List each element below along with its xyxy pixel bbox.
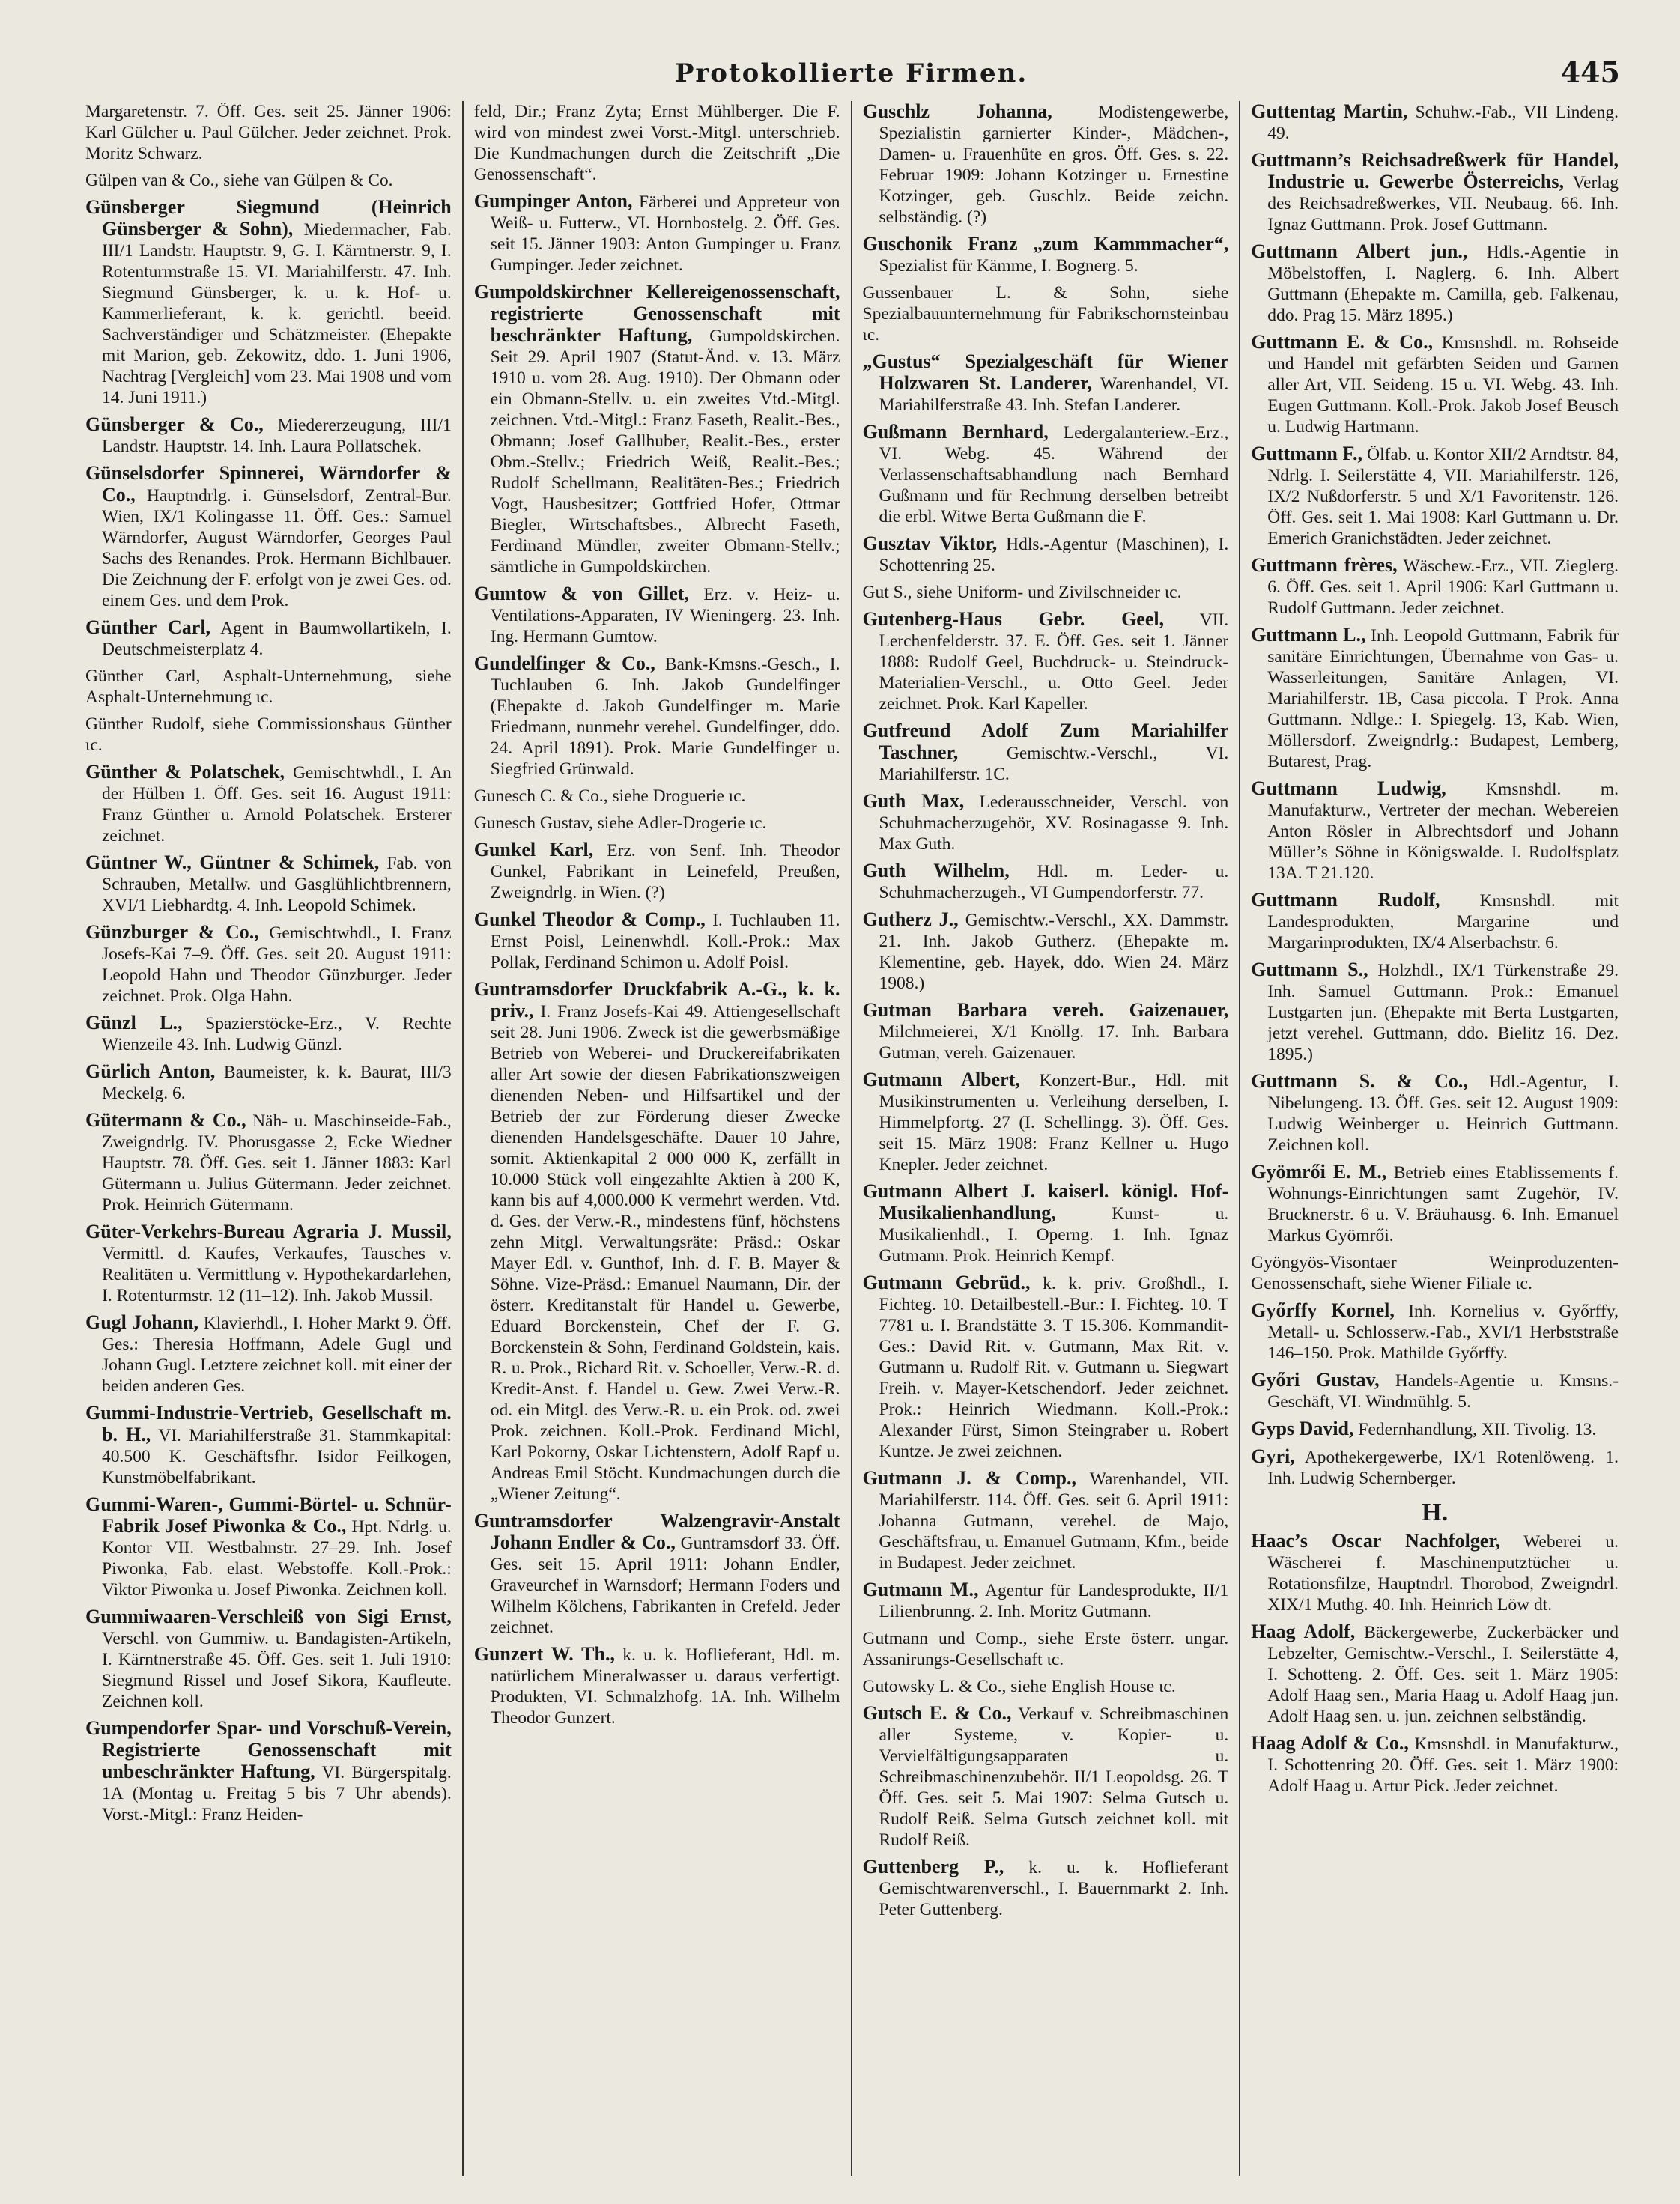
entry-text: Hdls.-Agentur (Maschinen), I. Schottenring 25. — [879, 535, 1229, 575]
firm-name: Guttenberg P., — [862, 1856, 1004, 1877]
directory-entry — [85, 714, 452, 756]
firm-name: Guttmann L., — [1251, 624, 1366, 646]
entry-text: Holzhdl., IX/1 Türkenstraße 29. Inh. Samuel Guttmann. Prok.: Emanuel Lustgarten jun. (Ehepakte mit Berta Lustgarten, jetzt verehel. Guttmann, ddo. Bielitz 16. Dez. 1895.) — [1267, 961, 1619, 1064]
directory-entry — [474, 583, 840, 647]
entry-text: Hpt. Ndrlg. u. Kontor VII. Westbahnstr. 27–29. Inh. Josef Piwonka, Fab. elast. Webstoffe. Koll.-Prok.: Viktor Piwonka u. Josef Piwonka. Zeichnen koll. — [102, 1517, 452, 1600]
firm-name: Guth Max, — [862, 790, 965, 812]
entry-text: Günther Rudolf, siehe Commissionshaus Günther ɩc. — [85, 714, 452, 755]
directory-entry — [863, 1468, 1229, 1573]
firm-name: Gyömrői E. M., — [1251, 1161, 1387, 1183]
entry-text: Ölfab. u. Kontor XII/2 Arndtstr. 84, Ndrlg. I. Seilerstätte 4, VII. Mariahilferstr. 126, IX/2 Nußdorferstr. 5 und X/1 Favoritenstr. 126. Öff. Ges. seit 1. Mai 1908: Karl Guttmann u. Dr. Emerich Granichstädten. Jeder zeichnet. — [1267, 445, 1619, 548]
directory-entry — [85, 852, 452, 916]
firm-name: Guth Wilhelm, — [862, 860, 1010, 881]
directory-entry — [1251, 959, 1619, 1065]
directory-entry — [1251, 1252, 1619, 1294]
page-header — [82, 52, 1620, 97]
directory-entry — [474, 1644, 840, 1728]
directory-entry — [85, 1718, 452, 1825]
entry-text: Hauptndrlg. i. Günselsdorf, Zentral-Bur. Wien, IX/1 Kolingasse 11. Öff. Ges.: Samuel Wärndorfer, August Wärndorfer, Georges Paul Sachs des Renandes. Prok. Hermann Bichlbauer. Die Zeichnung der F. erfolgt von je zwei Ges. od. einem Ges. und dem Prok. — [102, 486, 452, 610]
entry-text: Günther Carl, Asphalt-Unternehmung, siehe Asphalt-Unternehmung ɩc. — [85, 667, 452, 707]
directory-entry — [863, 909, 1229, 994]
firm-name: Gumpendorfer Spar- und Vorschuß-Verein, Registrierte Genossenschaft mit unbeschränkter Haftung, — [85, 1717, 452, 1782]
entry-text: Verkauf v. Schreibmaschinen aller Systeme, v. Kopier- u. Vervielfältigungsapparaten u. Schreibmaschinenzubehör. II/1 Leopoldsg. 26. T Öff. Ges. seit 5. Mai 1907: Selma Gutsch u. Rudolf Reiß. Selma Gutsch zeichnet koll. mit Rudolf Reiß. — [879, 1704, 1229, 1850]
entry-text: I. Tuchlauben 11. Ernst Poisl, Leinenwhdl. Koll.-Prok.: Max Pollak, Ferdinand Schimon u. Adolf Poisl. — [490, 911, 840, 972]
directory-entry — [863, 609, 1229, 714]
firm-name: Guttmann F., — [1251, 443, 1363, 464]
entry-text: Warenhandel, VI. Mariahilferstraße 43. Inh. Stefan Landerer. — [879, 374, 1229, 415]
entry-text: Agentur für Landesprodukte, II/1 Lilienbrunng. 2. Inh. Moritz Gutmann. — [879, 1581, 1229, 1621]
entry-text: Gemischtwhdl., I. Franz Josefs-Kai 7–9. Öff. Ges. seit 20. August 1911: Leopold Hahn und Theodor Günzburger. Jeder zeichnet. Prok. Olga Hahn. — [102, 923, 452, 1006]
directory-entry — [85, 170, 452, 191]
entry-text: Inh. Leopold Guttmann, Fabrik für sanitäre Einrichtungen, Übernahme von Gas- u. Wasserleitungen, Sanitäre Anlagen, VI. Mariahilferstr. 1B, Casa piccola. T Prok. Anna Guttmann. Ndlge.: I. Spiegelg. 13, Kab. Wien, Möllersdorf. Zweigndrlg.: Budapest, Lemberg, Butarest, Prag. — [1267, 626, 1619, 771]
directory-entry — [85, 463, 452, 611]
directory-entry — [474, 786, 840, 807]
directory-entry — [863, 1181, 1229, 1266]
entry-text: Miedererzeugung, III/1 Landstr. Hauptstr. 14. Inh. Laura Pollatschek. — [102, 416, 452, 456]
directory-entry — [863, 422, 1229, 527]
entry-text: Guntramsdorf 33. Öff. Ges. seit 15. April 1911: Johann Endler, Graveurchef in Warnsdorf; Hermann Foders und Wilhelm Kölchens, Fabrikanten in Crefeld. Jeder zeichnet. — [490, 1534, 840, 1637]
directory-entry — [1251, 555, 1619, 619]
firm-name: Guntramsdorfer Druckfabrik A.-G., k. k. priv., — [473, 978, 840, 1021]
firm-name: Gunkel Theodor & Comp., — [473, 908, 706, 930]
directory-entry — [863, 533, 1229, 576]
firm-name: Gummi-Waren-, Gummi-Börtel- u. Schnür-Fabrik Josef Piwonka & Co., — [85, 1493, 452, 1537]
directory-entry — [1251, 1162, 1619, 1246]
firm-name: Gunkel Karl, — [473, 839, 594, 860]
entry-text: Kmsnshdl. mit Landesprodukten, Margarine und Margarinprodukten, IX/4 Alserbachstr. 6. — [1267, 891, 1619, 953]
column-1 — [75, 101, 464, 2176]
firm-name: Gugl Johann, — [85, 1311, 199, 1333]
entry-text: k. u. k. Hoflieferant, Hdl. m. natürlichem Mineralwasser u. daraus verfertigt. Produkten, VI. Schmalzhofg. 1A. Inh. Wilhelm Theodor Gunzert. — [490, 1645, 840, 1728]
entry-text: Schuhw.-Fab., VII Lindeng. 49. — [1267, 103, 1619, 143]
entry-text: Vermittl. d. Kaufes, Verkaufes, Tausches v. Realitäten u. Vermittlung v. Hypothekardarlehen, I. Rotenturmstr. 12 (11–12). Inh. Jakob Mussil. — [102, 1244, 452, 1305]
entry-text: Agent in Baumwollartikeln, I. Deutschmeisterplatz 4. — [102, 619, 452, 659]
entry-text: Federnhandlung, XII. Tivolig. 13. — [1358, 1420, 1597, 1439]
entry-text: Hdl. m. Leder- u. Schuhmacherzugeh., VI Gumpendorferstr. 77. — [879, 862, 1229, 902]
directory-entry — [863, 351, 1229, 416]
entry-text: Bank-Kmsns.-Gesch., I. Tuchlauben 6. Inh. Jakob Gundelfinger (Ehepakte d. Jakob Gundelfinger m. Marie Friedmann, nunmehr verehel. Gundelfinger, ddo. 24. April 1891). Prok. Marie Gundelfinger u. Siegfried Grünwald. — [490, 655, 840, 779]
directory-entry — [474, 191, 840, 276]
entry-text: VI. Bürgerspitalg. 1A (Montag u. Freitag 5 bis 7 Uhr abends). Vorst.-Mitgl.: Franz Heiden- — [102, 1763, 452, 1824]
entry-text: Färberei und Appreteur von Weiß- u. Futterw., VI. Hornbostelg. 2. Öff. Ges. seit 15. Jänner 1903: Anton Gumpinger u. Franz Gumpinger. Jeder zeichnet. — [490, 192, 840, 275]
firm-name: Gyps David, — [1251, 1418, 1354, 1439]
firm-name: Gummi-Industrie-Vertrieb, Gesellschaft m. b. H., — [85, 1402, 452, 1445]
firm-name: Gunzert W. Th., — [473, 1643, 615, 1665]
directory-entry — [1251, 1370, 1619, 1412]
entry-text: Milchmeierei, X/1 Knöllg. 17. Inh. Barbara Gutman, vereh. Gaizenauer. — [879, 1022, 1229, 1063]
entry-text: Warenhandel, VII. Mariahilferstr. 114. Öff. Ges. seit 6. April 1911: Johanna Gutmann, verehel. de Majo, Geschäftsfrau, u. Emanuel Gutmann, Kfm., beide in Budapest. Jeder zeichnet. — [879, 1469, 1229, 1573]
column-4 — [1240, 101, 1629, 2176]
firm-name: Haag Adolf, — [1251, 1621, 1356, 1642]
directory-entry — [863, 101, 1229, 228]
directory-entry — [85, 1312, 452, 1397]
firm-name: Güter-Verkehrs-Bureau Agraria J. Mussil, — [85, 1221, 452, 1242]
firm-name: Gußmann Bernhard, — [862, 421, 1049, 443]
firm-name: Gütermann & Co., — [85, 1109, 246, 1131]
firm-name: Gutmann Albert, — [862, 1069, 1020, 1090]
entry-text: k. k. priv. Großhdl., I. Fichteg. 10. Detailbestell.-Bur.: I. Fichteg. 10. T 7781 u. I. Brandstätte 3. T 15.306. Kommandit-Ges.: David Rit. v. Gutmann, Max Rit. v. Gutmann u. Rudolf Rit. v. Gutmann u. Siegwart Freih. v. Mayer-Ketschendorf. Jeder zeichnet. Prok.: Heinrich Wiedmann. Koll.-Prok.: Alexander Fürst, Simon Steingraber u. Robert Kuntze. Je zwei zeichnen. — [879, 1274, 1229, 1461]
firm-name: Günselsdorfer Spinnerei, Wärndorfer & Co., — [85, 462, 452, 506]
firm-name: Günzburger & Co., — [85, 921, 259, 943]
directory-entry — [85, 197, 452, 408]
entry-columns — [75, 101, 1629, 2176]
firm-name: Guntramsdorfer Walzengravir-Anstalt Johann Endler & Co., — [473, 1510, 840, 1553]
directory-entry — [1251, 1446, 1619, 1489]
firm-name: Guttmann Albert jun., — [1251, 240, 1468, 262]
directory-entry — [863, 720, 1229, 785]
entry-text: Erz. von Senf. Inh. Theodor Gunkel, Fabrikant in Leinefeld, Preußen, Zweigndrlg. in Wien. (?) — [490, 841, 840, 902]
directory-entry — [1251, 1300, 1619, 1364]
column-2 — [464, 101, 852, 2176]
entry-text: Baumeister, k. k. Baurat, III/3 Meckelg. 6. — [102, 1063, 452, 1103]
page-number: 445 — [1560, 55, 1620, 89]
firm-name: Gutsch E. & Co., — [862, 1702, 1012, 1724]
directory-entry — [474, 101, 840, 185]
entry-text: Inh. Kornelius v. Győrffy, Metall- u. Schlosserw.-Fab., XVI/1 Herbststraße 146–150. Prok. Mathilde Győrffy. — [1267, 1302, 1619, 1363]
entry-text: Verschl. von Gummiw. u. Bandagisten-Artikeln, I. Kärntnerstraße 45. Öff. Ges. seit 1. Juli 1910: Siegmund Rissel und Josef Sikora, Kaufleute. Zeichnen koll. — [102, 1629, 452, 1711]
firm-name: Gumpoldskirchner Kellereigenossenschaft, registrierte Genossenschaft mit beschränkter Haftung, — [473, 281, 840, 346]
directory-entry — [1251, 101, 1619, 144]
directory-entry — [1251, 332, 1619, 437]
firm-name: Győri Gustav, — [1251, 1369, 1380, 1391]
directory-entry — [1251, 890, 1619, 953]
directory-entry — [863, 1069, 1229, 1175]
firm-name: Gusztav Viktor, — [862, 532, 998, 554]
firm-name: Günzl L., — [85, 1012, 183, 1033]
firm-name: Gundelfinger & Co., — [473, 652, 655, 674]
directory-entry — [85, 1221, 452, 1306]
entry-text: Margaretenstr. 7. Öff. Ges. seit 25. Jänner 1906: Karl Gülcher u. Paul Gülcher. Jeder zeichnet. Prok. Moritz Schwarz. — [85, 102, 452, 163]
directory-entry — [1251, 443, 1619, 549]
directory-entry — [85, 617, 452, 660]
section-letter: H. — [1422, 1499, 1449, 1526]
entry-text: Ledergalanteriew.-Erz., VI. Webg. 45. Während der Verlassenschaftsabhandlung nach Bernhard Gußmann und für Rechnung derselben betreibt die erbl. Witwe Berta Gußmann die F. — [879, 423, 1229, 526]
directory-entry — [85, 1061, 452, 1104]
entry-text: Gussenbauer L. & Sohn, siehe Spezialbauunternehmung für Fabrikschornsteinbau ɩc. — [862, 283, 1229, 344]
directory-entry — [1251, 241, 1619, 326]
entry-text: I. Franz Josefs-Kai 49. Attiengesellschaft seit 28. Juni 1906. Zweck ist die gewerbsmäßige Betrieb von Weberei- und Druckereifabrikaten aller Art sowie der diesen Fabrikationszweigen dienenden Neben- und Hilfsartikel und der Betrieb der zur Förderung dieser Zwecke dienenden Handelsgeschäfte. Dauer 10 Jahre, somit. Aktienkapital 2 000 000 K, zerfällt in 10.000 Stück voll eingezahlte Aktien à 200 K, kann bis auf 4,000.000 K vermehrt werden. Vtd. d. Ges. der Verw.-R., mindestens fünf, höchstens zehn Mitgl. Verwaltungsräte: Präsd.: Oskar Mayer Edl. v. Gunthof, Inh. d. F. B. Mayer & Söhne. Vize-Präsd.: Emanuel Naumann, Dir. der österr. Kreditanstalt für Handel u. Gewerbe, Eduard Borckenstein, Chef der F. G. Borckenstein & Sohn, Ferdinand Goldstein, kais. R. u. Prok., Richard Rit. v. Schoeller, Verw.-R. d. Kredit-Anst. f. Handel u. Gew. Zwei Verw.-R. od. ein Mitgl. des Verw.-R. u. ein Prok. od. zwei Prok. zeichnen. Koll.-Prok. Ferdinand Michl, Karl Pokorny, Oskar Lichtenstern, Adolf Rapf u. Andreas Emil Stöcht. Kundmachungen durch die „Wiener Zeitung“. — [490, 1002, 840, 1504]
firm-name: Haac’s Oscar Nachfolger, — [1251, 1530, 1500, 1552]
directory-entry — [1251, 1621, 1619, 1727]
directory-entry — [863, 234, 1229, 276]
firm-name: Günsberger Siegmund (Heinrich Günsberger & Sohn), — [85, 196, 452, 240]
directory-entry — [1251, 778, 1619, 884]
firm-name: Guttmann frères, — [1251, 554, 1398, 576]
directory-entry — [1251, 625, 1619, 772]
firm-name: Gutmann Albert J. kaiserl. königl. Hof-Musikalienhandlung, — [862, 1180, 1229, 1224]
firm-name: Gutfreund Adolf Zum Mariahilfer Taschner, — [862, 720, 1229, 763]
firm-name: Guttmann S. & Co., — [1251, 1070, 1468, 1092]
firm-name: Gutman Barbara vereh. Gaizenauer, — [862, 999, 1229, 1021]
entry-text: Konzert-Bur., Hdl. mit Musikinstrumenten u. Verleihung derselben, I. Himmelpfortg. 27 (I. Schellingg. 3). Öff. Ges. seit 15. März 1908: Franz Kellner u. Hugo Knepler. Jeder zeichnet. — [879, 1071, 1229, 1174]
entry-text: Handels-Agentie u. Kmsns.-Geschäft, VI. Windmühlg. 5. — [1267, 1371, 1619, 1412]
entry-text: Verlag des Reichsadreßwerkes, VII. Neubaug. 66. Inh. Ignaz Guttmann. Prok. Josef Guttmann. — [1267, 173, 1619, 234]
firm-name: Günther Carl, — [85, 616, 211, 638]
entry-text: Wäschew.-Erz., VII. Zieglerg. 6. Öff. Ges. seit 1. April 1906: Karl Guttmann u. Rudolf Guttmann. Jeder zeichnet. — [1267, 556, 1619, 618]
firm-name: Gutmann J. & Comp., — [862, 1467, 1076, 1489]
firm-name: Guttmann E. & Co., — [1251, 331, 1434, 353]
firm-name: Guschonik Franz „zum Kammmacher“, — [862, 233, 1229, 255]
directory-entry — [863, 1703, 1229, 1851]
firm-name: Gürlich Anton, — [85, 1060, 216, 1082]
column-3 — [852, 101, 1241, 2176]
directory-entry — [474, 653, 840, 780]
entry-text: Gemischtw.-Verschl., VI. Mariahilferstr. 1C. — [879, 744, 1229, 784]
firm-name: Guttmann Rudolf, — [1251, 889, 1440, 911]
entry-text: Erz. v. Heiz- u. Ventilations-Apparaten, IV Wieningerg. 23. Inh. Ing. Hermann Gumtow. — [490, 585, 840, 646]
directory-entry — [863, 1579, 1229, 1622]
directory-entry — [474, 909, 840, 973]
directory-entry — [474, 840, 840, 903]
entry-text: Gülpen van & Co., siehe van Gülpen & Co. — [85, 171, 393, 190]
entry-text: Fab. von Schrauben, Metallw. und Gasglühlichtbrennern, XVI/1 Liebhardtg. 4. Inh. Leopold Schimek. — [102, 854, 452, 915]
directory-entry — [85, 101, 452, 164]
firm-name: Gyri, — [1251, 1445, 1295, 1467]
directory-entry — [863, 1000, 1229, 1063]
firm-name: Gutherz J., — [862, 908, 959, 930]
directory-entry — [863, 791, 1229, 854]
firm-name: Guttmann’s Reichsadreßwerk für Handel, Industrie u. Gewerbe Österreichs, — [1251, 149, 1619, 192]
directory-entry — [863, 1676, 1229, 1697]
firm-name: Günther & Polatschek, — [85, 761, 285, 783]
directory-entry — [474, 282, 840, 577]
firm-name: Győrffy Kornel, — [1251, 1299, 1395, 1321]
firm-name: Gummiwaaren-Verschleiß von Sigi Ernst, — [85, 1606, 452, 1627]
directory-entry — [1251, 1733, 1619, 1797]
entry-text: Miedermacher, Fab. III/1 Landstr. Hauptstr. 9, G. I. Kärntnerstr. 9, I. Rotenturmstraße 15. VI. Mariahilferstr. 47. Inh. Siegmund Günsberger, k. u. k. Hof- u. Kammerlieferant, k. k. gerichtl. beeid. Sachverständiger und Schätzmeister. (Ehepakte mit Marion, geb. Zekowitz, ddo. 1. Juni 1906, Nachtrag [Vergleich] vom 23. Mai 1908 und vom 14. Juni 1911.) — [102, 220, 452, 407]
firm-name: Guttmann S., — [1251, 959, 1368, 980]
directory-entry — [1251, 1418, 1619, 1440]
directory-entry — [85, 922, 452, 1007]
directory-entry — [474, 813, 840, 834]
directory-entry — [863, 1628, 1229, 1670]
directory-entry — [1251, 1531, 1619, 1615]
entry-text: VI. Mariahilferstraße 31. Stammkapital: 40.500 K. Geschäftsfhr. Isidor Feilkogen, Kunstmöbelfabrikant. — [102, 1426, 452, 1487]
entry-text: Gut S., siehe Uniform- und Zivilschneider ɩc. — [862, 583, 1182, 602]
firm-name: Guschlz Johanna, — [862, 101, 1052, 122]
entry-text: Apothekergewerbe, IX/1 Rotenlöweng. 1. Inh. Ludwig Schernberger. — [1267, 1448, 1619, 1488]
firm-name: Güntner W., Güntner & Schimek, — [85, 851, 380, 873]
directory-entry — [863, 582, 1229, 603]
firm-name: Günsberger & Co., — [85, 413, 264, 435]
running-title: Protokollierte Firmen. — [674, 58, 1028, 88]
firm-name: Gutmann Gebrüd., — [862, 1272, 1031, 1293]
entry-text: Kmsnshdl. in Manufakturw., I. Schottenring 20. Öff. Ges. seit 1. März 1900: Adolf Haag u. Artur Pick. Jeder zeichnet. — [1267, 1734, 1619, 1796]
entry-text: Gemischtwhdl., I. An der Hülben 1. Öff. Ges. seit 16. August 1911: Franz Günther u. Arnold Polatschek. Ersterer zeichnet. — [102, 763, 452, 846]
entry-text: Weberei u. Wäscherei f. Maschinenputztücher u. Rotationsfilze, Hauptndrl. Thorobod, Zweigndrl. XIX/1 Muthg. 40. Inh. Heinrich Löw dt. — [1267, 1532, 1619, 1615]
entry-text: VII. Lerchenfelderstr. 37. E. Öff. Ges. seit 1. Jänner 1888: Rudolf Geel, Buchdruck- u. Steindruck-Materialien-Verschl., u. Otto Geel. Jeder zeichnet. Prok. Karl Kapeller. — [879, 610, 1229, 714]
entry-text: Näh- u. Maschinseide-Fab., Zweigndrlg. IV. Phorusgasse 2, Ecke Wiedner Hauptstr. 78. Öff. Ges. seit 1. Jänner 1883: Karl Gütermann u. Julius Gütermann. Jeder zeichnet. Prok. Heinrich Gütermann. — [102, 1111, 452, 1215]
entry-text: Hdl.-Agentur, I. Nibelungeng. 13. Öff. Ges. seit 12. August 1909: Ludwig Weinberger u. Heinrich Guttmann. Zeichnen koll. — [1267, 1072, 1619, 1155]
directory-entry — [85, 414, 452, 457]
firm-name: Haag Adolf & Co., — [1251, 1732, 1409, 1754]
firm-name: Guttentag Martin, — [1251, 101, 1408, 122]
entry-text: Bäckergewerbe, Zuckerbäcker und Lebzelter, Gemischtw.-Verschl., I. Seilerstätte 4, I. Schotteng. 2. Öff. Ges. seit 1. März 1905: Adolf Haag sen., Maria Haag u. Adolf Haag jun. Adolf Haag sen. u. jun. zeichnen selbständig. — [1267, 1623, 1619, 1726]
directory-entry — [85, 1494, 452, 1600]
entry-text: feld, Dir.; Franz Zyta; Ernst Mühlberger. Die F. wird von mindest zwei Vorst.-Mitgl. unterschrieb. Die Kundmachungen durch die Zeitschrift „Die Genossenschaft“. — [473, 102, 840, 184]
directory-entry — [474, 1511, 840, 1638]
directory-entry — [863, 1272, 1229, 1462]
firm-name: Guttmann Ludwig, — [1251, 777, 1446, 799]
directory-entry — [1251, 150, 1619, 235]
firm-name: Gutmann M., — [862, 1579, 979, 1600]
entry-text: Hdls.-Agentie in Möbelstoffen, I. Naglerg. 6. Inh. Albert Guttmann (Ehepakte m. Camilla, geb. Falkenau, ddo. Prag 15. März 1895.) — [1267, 243, 1619, 325]
entry-text: Gumpoldskirchen. Seit 29. April 1907 (Statut-Änd. v. 13. März 1910 u. vom 28. Aug. 1910). Der Obmann oder ein Obmann-Stellv. u. ein zweites Vtd.-Mitgl. zeichnen. Vtd.-Mitgl.: Franz Faseth, Realit.-Bes., Obmann; Josef Gallhuber, Realit.-Bes., erster Obm.-Stellv.; Friedrich Weiß, Realit.-Bes.; Rudolf Schellmann, Realitäten-Bes.; Friedrich Vogt, Hausbesitzer; Gottfried Hofer, Ottmar Biegler, Wirtschaftsbes., Albrecht Faseth, Ferdinand Mündler, zweiter Obmann-Stellv.; sämtliche in Gumpoldskirchen. — [490, 327, 840, 577]
directory-entry — [85, 762, 452, 846]
entry-text: Gyöngyös-Visontaer Weinproduzenten-Genossenschaft, siehe Wiener Filiale ɩc. — [1251, 1253, 1619, 1293]
entry-text: Kunst- u. Musikalienhdl., I. Operng. 1. Inh. Ignaz Gutmann. Prok. Heinrich Kempf. — [879, 1204, 1229, 1266]
entry-text: Kmsnshdl. m. Rohseide und Handel mit gefärbten Seiden und Garnen aller Art, VII. Seideng. 15 u. VI. Webg. 43. Inh. Eugen Guttmann. Koll.-Prok. Jakob Josef Beusch u. Ludwig Hartmann. — [1267, 333, 1619, 437]
directory-entry — [1251, 1071, 1619, 1156]
directory-entry — [85, 1110, 452, 1215]
directory-entry — [863, 282, 1229, 345]
entry-text: Lederausschneider, Verschl. von Schuhmacherzugehör, XV. Rosinagasse 9. Inh. Max Guth. — [879, 792, 1229, 854]
directory-entry — [85, 1013, 452, 1055]
entry-text: Gunesch Gustav, siehe Adler-Drogerie ɩc. — [473, 813, 767, 833]
entry-text: Spazierstöcke-Erz., V. Rechte Wienzeile 43. Inh. Ludwig Günzl. — [102, 1014, 452, 1054]
entry-text: Kmsnshdl. m. Manufakturw., Vertreter der mechan. Webereien Anton Rösler in Albrechtsdorf und Johann Müller’s Söhne in Königswalde. I. Rudolfsplatz 13A. T 21.120. — [1267, 780, 1619, 883]
directory-entry — [85, 666, 452, 708]
entry-text: Klavierhdl., I. Hoher Markt 9. Öff. Ges.: Theresia Hoffmann, Adele Gugl und Johann Gugl. Letztere zeichnet koll. mit einer der beiden anderen Ges. — [102, 1314, 452, 1396]
directory-entry — [85, 1606, 452, 1712]
firm-name: Gumtow & von Gillet, — [473, 583, 689, 604]
entry-text: Gutmann und Comp., siehe Erste österr. ungar. Assanirungs-Gesellschaft ɩc. — [862, 1629, 1229, 1669]
entry-text: Gunesch C. & Co., siehe Droguerie ɩc. — [473, 786, 746, 806]
firm-name: Gutenberg-Haus Gebr. Geel, — [862, 608, 1165, 630]
entry-text: k. u. k. Hoflieferant Gemischtwarenverschl., I. Bauernmarkt 2. Inh. Peter Guttenberg. — [879, 1858, 1229, 1919]
entry-text: Spezialist für Kämme, I. Bognerg. 5. — [879, 256, 1138, 276]
firm-name: Gumpinger Anton, — [473, 190, 633, 212]
directory-entry — [474, 979, 840, 1505]
entry-text: Modistengewerbe, Spezialistin garnierter Kinder-, Mädchen-, Damen- u. Frauenhüte en gros. Öff. Ges. s. 22. Februar 1909: Johann Kotzinger u. Ernestine Kotzinger, geb. Guschlz. Beide zeichn. selbständig. (?) — [879, 103, 1229, 227]
entry-text: Betrieb eines Etablissements f. Wohnungs-Einrichtungen samt Zugehör, IV. Brucknerstr. 6 u. V. Bräuhausg. 6. Inh. Emanuel Markus Gyömrői. — [1267, 1163, 1619, 1245]
directory-entry — [85, 1403, 452, 1488]
entry-text: Gutowsky L. & Co., siehe English House ɩc. — [862, 1677, 1176, 1696]
entry-text: Gemischtw.-Verschl., XX. Dammstr. 21. Inh. Jakob Gutherz. (Ehepakte m. Klementine, geb. Hayek, ddo. Wien 24. März 1908.) — [879, 911, 1229, 993]
directory-entry — [863, 1857, 1229, 1920]
firm-name: „Gustus“ Spezialgeschäft für Wiener Holzwaren St. Landerer, — [862, 350, 1229, 394]
directory-entry — [863, 860, 1229, 903]
